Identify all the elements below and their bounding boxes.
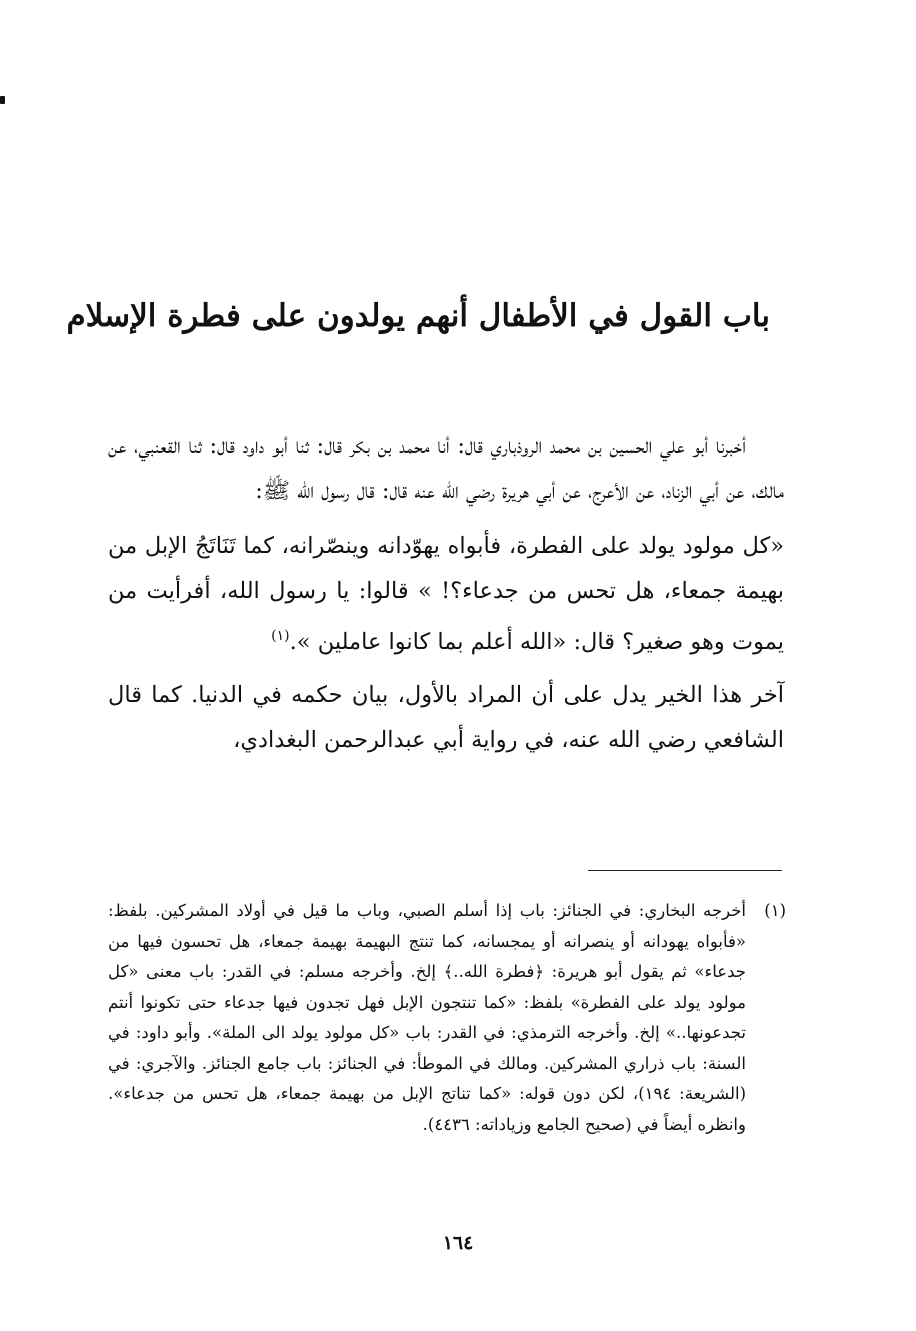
footnote-number: (١) xyxy=(764,901,786,920)
footnote-divider xyxy=(588,870,782,871)
isnad-paragraph: أخبرنا أبو علي الحسين بن محمد الروذباري قال: أنا محمد بن بكر قال: ثنا أبو داود قال: ثنا القعنبي، عن مالك، عن أبي الزناد، عن الأعرج، عن أبي هريرة رضي الله عنه قال: قال رسول الله ﷺ: xyxy=(108,433,784,504)
footnotes-section xyxy=(108,896,786,1140)
commentary-paragraph: آخر هذا الخير يدل على أن المراد بالأول، بيان حكمه في الدنيا. كما قال الشافعي رضي الله عنه، في رواية أبي عبدالرحمن البغدادي، xyxy=(108,682,784,753)
margin-ink-mark xyxy=(0,96,5,104)
footnote-item xyxy=(108,896,786,1140)
hadith-paragraph xyxy=(108,524,784,665)
main-text xyxy=(108,424,784,763)
chapter-title: باب القول في الأطفال أنهم يولدون على فطرة الإسلام xyxy=(66,298,770,334)
footnote-text: أخرجه البخاري: في الجنائز: باب إذا أسلم الصبي، وباب ما قيل في أولاد المشركين. بلفظ: «فأبواه يهودانه أو ينصرانه أو يمجسانه، كما تنتج البهيمة بهيمة جمعاء، هل تحسون فيها من جدعاء» ثم يقول أبو هريرة: ﴿فطرة الله..﴾ إلخ. وأخرجه مسلم: في القدر: باب معنى «كل مولود يولد على الفطرة» بلفظ: «كما تنتجون الإبل فهل تجدون فيها جدعاء حتى تكونوا أنتم تجدعونها..» إلخ. وأخرجه الترمذي: في القدر: باب «كل مولود يولد الى الملة». وأبو داود: في السنة: باب ذراري المشركين. ومالك في الموطأ: في الجنائز: باب جامع الجنائز. والآجري: في (الشريعة: ١٩٤)، لكن دون قوله: «كما تناتج الإبل من بهيمة جمعاء، هل تحس من جدعاء». وانظره أيضاً في (صحيح الجامع وزياداته: ٤٤٣٦). xyxy=(108,901,747,1134)
hadith-text: «كل مولود يولد على الفطرة، فأبواه يهوّدانه وينصّرانه، كما تَنَاتَجُ الإبل من بهيمة جمعاء، هل تحس من جدعاء؟! » قالوا: يا رسول الله، أفرأيت من يموت وهو صغير؟ قال: «الله أعلم بما كانوا عاملين ». xyxy=(108,533,784,655)
page-number: ١٦٤ xyxy=(442,1232,474,1254)
footnote-reference[interactable]: (١) xyxy=(271,628,290,644)
